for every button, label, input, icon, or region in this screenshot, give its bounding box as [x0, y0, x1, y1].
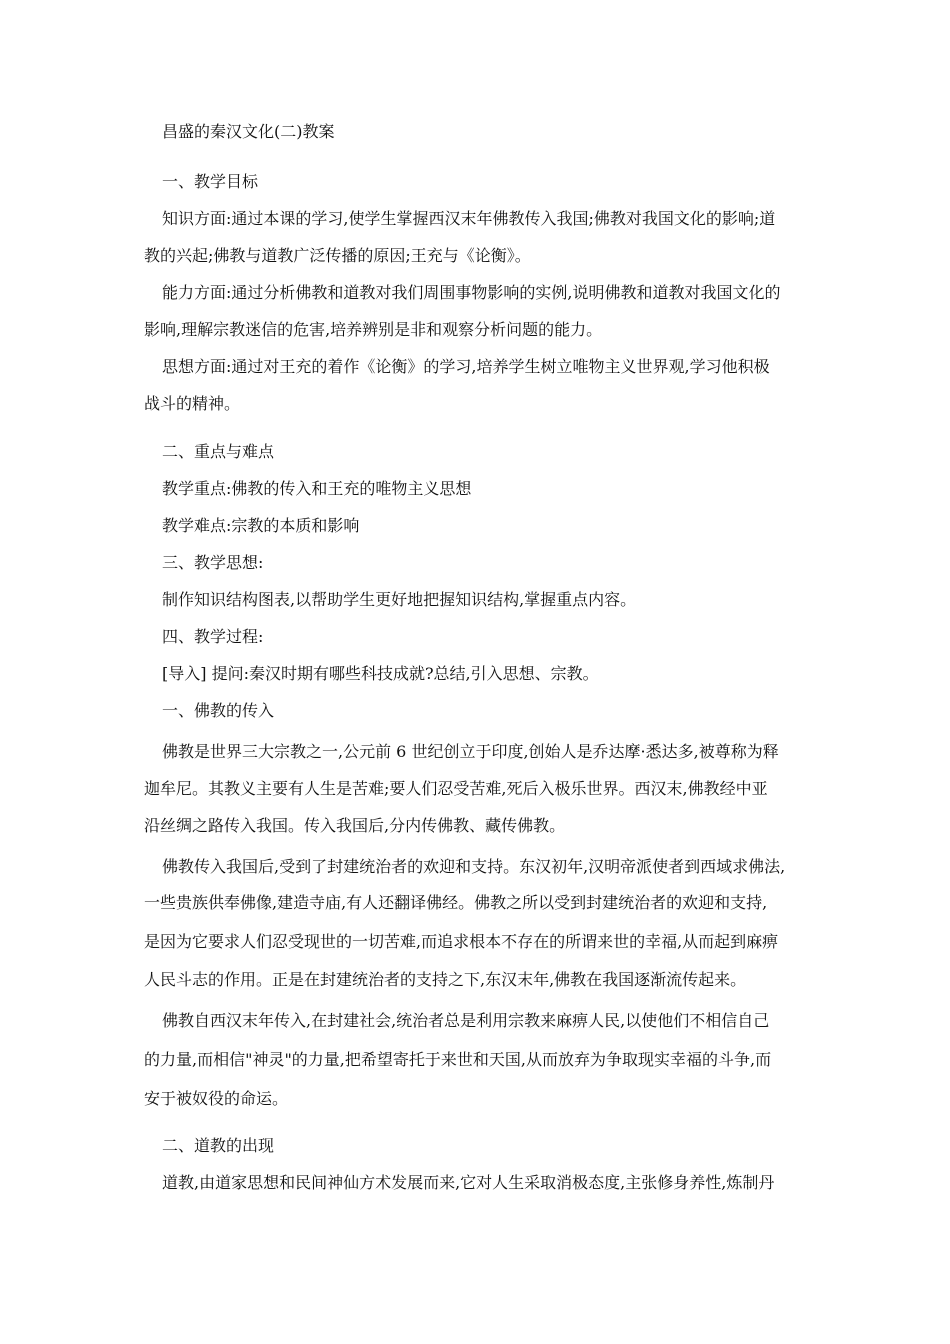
text-line: 佛教自西汉末年传入,在封建社会,统治者总是利用宗教来麻痹人民,以使他们不相信自己 — [162, 1011, 770, 1030]
text-line: 战斗的精神。 — [144, 394, 241, 413]
text-line: 沿丝绸之路传入我国。传入我国后,分内传佛教、藏传佛教。 — [144, 816, 566, 835]
text-line: 教学重点:佛教的传入和王充的唯物主义思想 — [162, 479, 472, 498]
text-line: 佛教传入我国后,受到了封建统治者的欢迎和支持。东汉初年,汉明帝派使者到西域求佛法, — [162, 857, 786, 876]
text-line: 知识方面:通过本课的学习,使学生掌握西汉末年佛教传入我国;佛教对我国文化的影响;道 — [162, 209, 776, 228]
text-line: 人民斗志的作用。正是在封建统治者的支持之下,东汉末年,佛教在我国逐渐流传起来。 — [144, 970, 747, 989]
paragraph-lines — [144, 172, 808, 1193]
document-title: 昌盛的秦汉文化(二)教案 — [162, 122, 335, 141]
text-line: 教的兴起;佛教与道教广泛传播的原因;王充与《论衡》。 — [144, 246, 531, 265]
text-line: 思想方面:通过对王充的着作《论衡》的学习,培养学生树立唯物主义世界观,学习他积极 — [162, 357, 770, 376]
text-line: 制作知识结构图表,以帮助学生更好地把握知识结构,掌握重点内容。 — [162, 590, 637, 609]
text-line: 三、教学思想: — [162, 553, 264, 572]
text-line: 迦牟尼。其教义主要有人生是苦难;要人们忍受苦难,死后入极乐世界。西汉末,佛教经中亚 — [144, 779, 768, 798]
text-line: 安于被奴役的命运。 — [144, 1089, 289, 1108]
text-line: 是因为它要求人们忍受现世的一切苦难,而追求根本不存在的所谓来世的幸福,从而起到麻痹 — [144, 932, 779, 951]
text-line: 教学难点:宗教的本质和影响 — [162, 516, 360, 535]
text-line: 二、重点与难点 — [162, 442, 275, 461]
document-body — [144, 122, 808, 1193]
text-line: [导入] 提问:秦汉时期有哪些科技成就?总结,引入思想、宗教。 — [162, 664, 599, 683]
text-line: 一些贵族供奉佛像,建造寺庙,有人还翻译佛经。佛教之所以受到封建统治者的欢迎和支持, — [144, 893, 768, 912]
text-line: 的力量,而相信"神灵"的力量,把希望寄托于来世和天国,从而放弃为争取现实幸福的斗争,而 — [144, 1050, 772, 1069]
text-line: 能力方面:通过分析佛教和道教对我们周围事物影响的实例,说明佛教和道教对我国文化的 — [162, 283, 781, 302]
text-line: 影响,理解宗教迷信的危害,培养辨别是非和观察分析问题的能力。 — [144, 320, 603, 339]
text-line: 二、道教的出现 — [162, 1136, 275, 1155]
text-line: 道教,由道家思想和民间神仙方术发展而来,它对人生采取消极态度,主张修身养性,炼制丹 — [162, 1173, 775, 1192]
text-line: 佛教是世界三大宗教之一,公元前 6 世纪创立于印度,创始人是乔达摩·悉达多,被尊称为释 — [162, 742, 779, 761]
text-line: 一、佛教的传入 — [162, 701, 275, 720]
text-line: 一、教学目标 — [162, 172, 259, 191]
text-line: 四、教学过程: — [162, 627, 264, 646]
